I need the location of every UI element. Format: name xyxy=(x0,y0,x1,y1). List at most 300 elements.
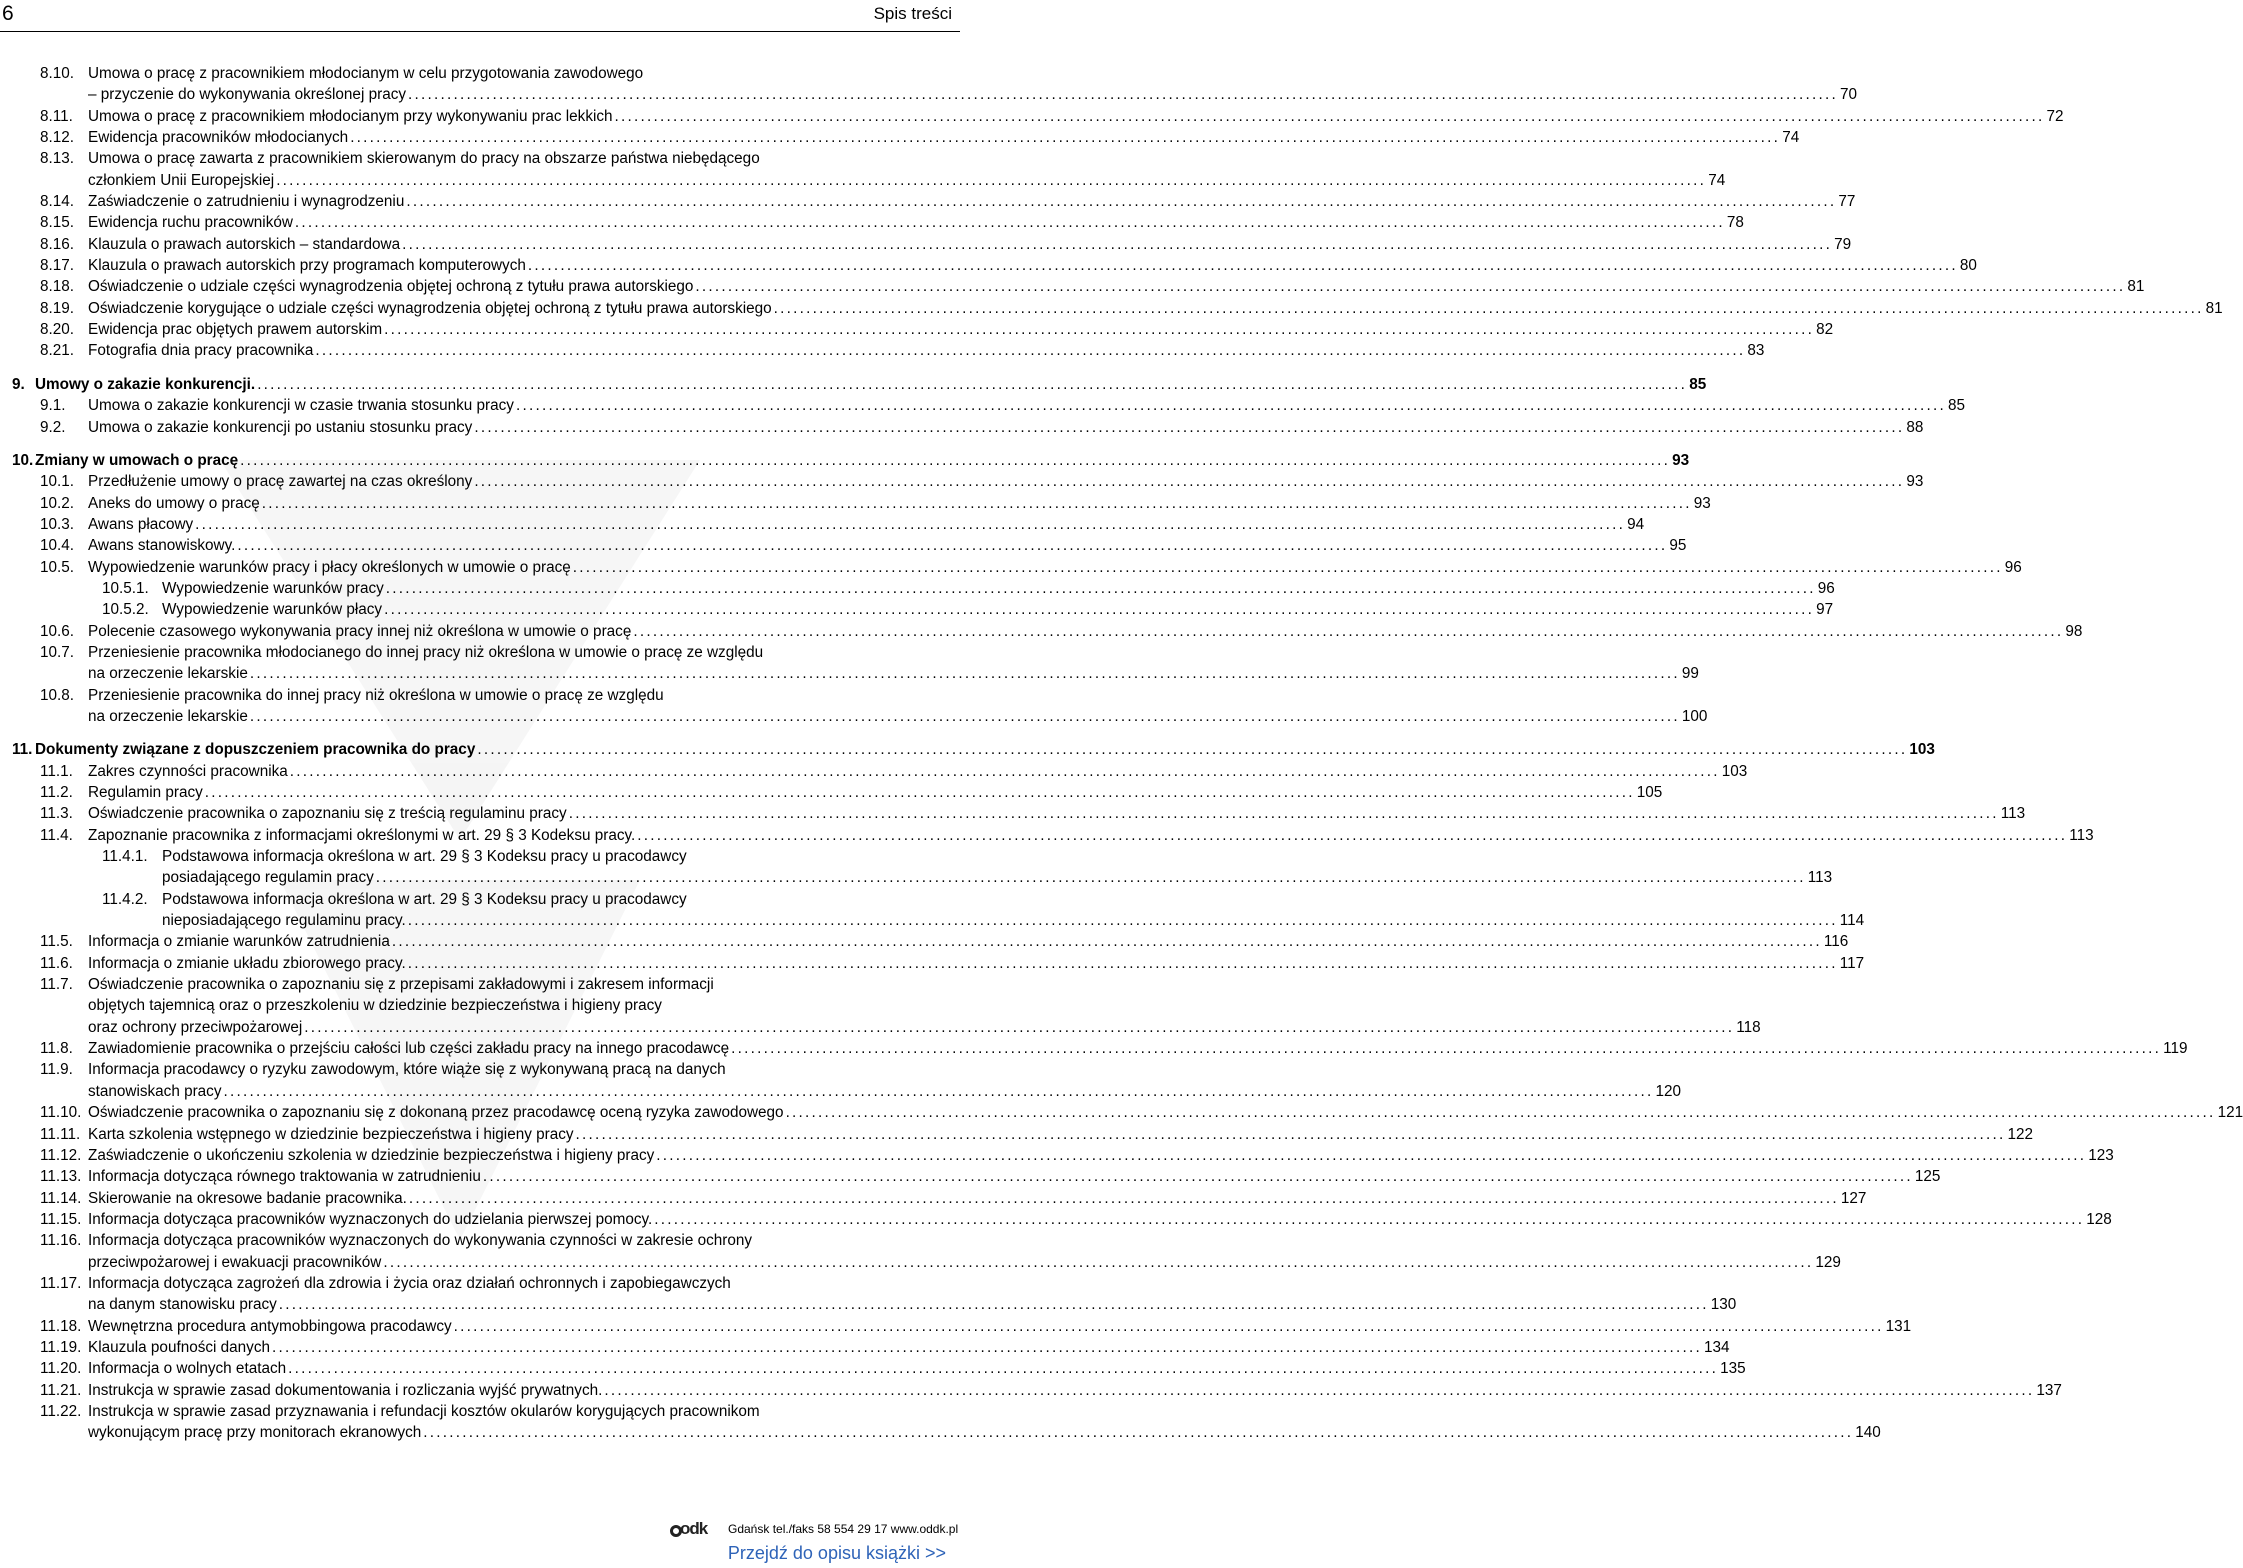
toc-title: na danym stanowisku pracy xyxy=(88,1296,277,1314)
toc-row xyxy=(0,191,1856,212)
toc-title: Oświadczenie pracownika o zapoznaniu się z treścią regulaminu pracy xyxy=(88,805,567,823)
toc-subsubsection[interactable] xyxy=(0,846,1833,889)
toc-section[interactable] xyxy=(0,1401,1881,1444)
toc-page-number: 77 xyxy=(1838,193,1856,211)
toc-title: na orzeczenie lekarskie xyxy=(88,707,248,725)
dot-leader: ............................................................................................................................................................................................................................ xyxy=(474,418,1905,436)
toc-title: – przyczenie do wykonywania określonej pracy xyxy=(88,86,406,104)
toc-section[interactable] xyxy=(0,1273,1737,1316)
toc-row xyxy=(0,706,1708,727)
toc-page-number: 131 xyxy=(1885,1317,1912,1335)
toc-title: Umowa o pracę z pracownikiem młodocianym przy wykonywaniu prac lekkich xyxy=(88,107,613,125)
toc-title: Ewidencja prac objętych prawem autorskim xyxy=(88,321,383,339)
toc-title: Aneks do umowy o pracę xyxy=(88,494,260,512)
toc-page-number: 81 xyxy=(2205,299,2223,317)
dot-leader: ............................................................................................................................................................................................................................ xyxy=(278,1296,1709,1314)
toc-section[interactable] xyxy=(0,106,2064,127)
toc-page-number: 137 xyxy=(2036,1381,2062,1399)
book-description-link[interactable]: Przejdź do opisu książki >> xyxy=(727,1543,946,1563)
dot-leader: ............................................................................................................................................................................................................................ xyxy=(731,1040,2162,1058)
dot-leader: ............................................................................................................................................................................................................................ xyxy=(288,1360,1719,1378)
dot-leader: ............................................................................................................................................................................................................................ xyxy=(407,912,1838,930)
toc-section[interactable] xyxy=(0,803,2026,824)
dot-leader: ............................................................................................................................................................................................................................ xyxy=(391,933,1822,951)
toc-page-number: 96 xyxy=(1817,579,1835,597)
toc-chapter[interactable] xyxy=(0,374,1707,395)
toc-number: 11.4.2. xyxy=(102,890,148,908)
toc-number: 11.4.1. xyxy=(102,848,148,866)
toc-number: 10.5.1. xyxy=(102,579,149,597)
toc-row xyxy=(0,1145,2114,1166)
toc-row xyxy=(0,889,960,910)
toc-title: Umowy o zakazie konkurencji. xyxy=(35,375,256,393)
toc-row xyxy=(0,1273,960,1294)
toc-row xyxy=(0,974,960,995)
toc-row xyxy=(0,931,1849,952)
dot-leader: ............................................................................................................................................................................................................................ xyxy=(195,515,1626,533)
toc-section[interactable] xyxy=(0,1124,2034,1145)
toc-page-number: 97 xyxy=(1816,601,1834,619)
toc-number: 11.1. xyxy=(40,762,73,780)
toc-number: 11.14. xyxy=(40,1189,82,1207)
dot-leader: ............................................................................................................................................................................................................................ xyxy=(527,257,1958,275)
toc-number: 11.16. xyxy=(40,1232,82,1250)
toc-title: wykonującym pracę przy monitorach ekranowych xyxy=(88,1424,422,1442)
toc-row xyxy=(0,761,1748,782)
dot-leader: ............................................................................................................................................................................................................................ xyxy=(407,954,1838,972)
toc-subsubsection[interactable] xyxy=(0,889,1865,932)
toc-number: 11.12. xyxy=(40,1146,82,1164)
toc-section[interactable] xyxy=(0,127,1800,148)
page-number: 6 xyxy=(2,2,14,25)
toc-section[interactable] xyxy=(0,557,2022,578)
dot-leader: ............................................................................................................................................................................................................................ xyxy=(402,235,1833,253)
toc-row xyxy=(0,276,2145,297)
toc-number: 10.7. xyxy=(40,643,75,661)
dot-leader: ............................................................................................................................................................................................................................ xyxy=(375,869,1806,887)
toc-section[interactable] xyxy=(0,191,1856,212)
toc-page-number: 96 xyxy=(2004,558,2022,576)
toc-number: 11. xyxy=(12,741,33,759)
toc-page-number: 78 xyxy=(1726,214,1744,232)
toc-title: Dokumenty związane z dopuszczeniem pracownika do pracy xyxy=(35,741,476,759)
dot-leader: ............................................................................................................................................................................................................................ xyxy=(773,299,2204,317)
toc-title: Umowa o zakazie konkurencji po ustaniu stosunku pracy xyxy=(88,418,473,436)
dot-leader: ............................................................................................................................................................................................................................ xyxy=(223,1082,1654,1100)
dot-leader: ............................................................................................................................................................................................................................ xyxy=(249,665,1680,683)
toc-row xyxy=(0,663,1699,684)
toc-row xyxy=(0,1294,1737,1315)
toc-row xyxy=(0,1102,2243,1123)
toc-row xyxy=(0,450,1690,471)
toc-row xyxy=(0,1059,960,1080)
toc-subsubsection[interactable] xyxy=(0,578,1835,599)
toc-row xyxy=(0,782,1663,803)
toc-title: Informacja o zmianie układu zbiorowego pracy. xyxy=(88,954,406,972)
toc-title: Zaświadczenie o zatrudnieniu i wynagrodzeniu xyxy=(88,193,405,211)
toc-number: 9.2. xyxy=(40,418,66,436)
toc-row xyxy=(0,1188,1867,1209)
dot-leader: ............................................................................................................................................................................................................................ xyxy=(408,86,1838,104)
dot-leader: ............................................................................................................................................................................................................................ xyxy=(289,762,1720,780)
toc-page-number: 116 xyxy=(1823,933,1849,951)
toc-page-number: 95 xyxy=(1669,537,1687,555)
toc-page-number: 82 xyxy=(1816,321,1834,339)
toc-title: Skierowanie na okresowe badanie pracownika. xyxy=(88,1189,407,1207)
toc-row xyxy=(0,417,1924,438)
toc-row xyxy=(0,298,2223,319)
toc-page-number: 130 xyxy=(1710,1296,1737,1314)
toc-row xyxy=(0,1124,2034,1145)
toc-row xyxy=(0,685,960,706)
toc-title: Awans stanowiskowy. xyxy=(88,537,236,555)
toc-row xyxy=(0,1401,960,1422)
toc-page-number: 117 xyxy=(1839,954,1865,972)
toc-title: Instrukcja w sprawie zasad dokumentowania i rozliczania wyjść prywatnych. xyxy=(88,1381,603,1399)
toc-title: Karta szkolenia wstępnego w dziedzinie bezpieczeństwa i higieny pracy xyxy=(88,1125,574,1143)
toc-number: 10.2. xyxy=(40,494,75,512)
toc-row xyxy=(0,212,1744,233)
toc-title: przeciwpożarowej i ewakuacji pracowników xyxy=(88,1253,382,1271)
toc-title: Informacja dotycząca zagrożeń dla zdrowia i życia oraz działań ochronnych i zapobiegawczych xyxy=(88,1274,731,1292)
toc-page-number: 93 xyxy=(1906,473,1924,491)
dot-leader: ............................................................................................................................................................................................................................ xyxy=(406,193,1837,211)
toc-number: 10.1. xyxy=(40,473,75,491)
toc-section[interactable] xyxy=(0,212,1744,233)
dot-leader: ............................................................................................................................................................................................................................ xyxy=(614,107,2045,125)
publisher-logo xyxy=(670,1519,708,1539)
dot-leader: ............................................................................................................................................................................................................................ xyxy=(477,741,1908,759)
toc-section[interactable] xyxy=(0,953,1865,974)
toc-row xyxy=(0,995,960,1016)
toc-number: 11.20. xyxy=(40,1360,82,1378)
toc-number: 11.4. xyxy=(40,826,73,844)
toc-number: 10.3. xyxy=(40,515,75,533)
toc-title: Umowa o pracę z pracownikiem młodocianym w celu przygotowania zawodowego xyxy=(88,65,644,82)
toc-section[interactable] xyxy=(0,1358,1746,1379)
section-title: Spis treści xyxy=(873,4,952,23)
toc-number: 9. xyxy=(12,375,25,393)
dot-leader: ............................................................................................................................................................................................................................ xyxy=(654,1210,2085,1228)
toc-number: 8.18. xyxy=(40,278,75,296)
toc-number: 8.14. xyxy=(40,193,75,211)
toc-number: 11.3. xyxy=(40,805,73,823)
dot-leader: ............................................................................................................................................................................................................................ xyxy=(785,1104,2216,1122)
toc-title: Klauzula o prawach autorskich przy programach komputerowych xyxy=(88,257,526,275)
toc-section[interactable] xyxy=(0,1188,1867,1209)
toc-title: Zmiany w umowach o pracę xyxy=(35,451,239,469)
toc-row xyxy=(0,642,960,663)
dot-leader: ............................................................................................................................................................................................................................ xyxy=(384,321,1815,339)
toc-page-number: 113 xyxy=(1807,869,1833,887)
toc-section[interactable] xyxy=(0,1230,1841,1273)
toc-title: Fotografia dnia pracy pracownika xyxy=(88,342,314,360)
toc-row xyxy=(0,148,960,169)
toc-title: posiadającego regulamin pracy xyxy=(162,869,374,887)
toc-page-number: 85 xyxy=(1947,397,1965,415)
toc-row xyxy=(0,1358,1746,1379)
toc-section[interactable] xyxy=(0,514,1645,535)
toc-section[interactable] xyxy=(0,782,1663,803)
toc-title: Instrukcja w sprawie zasad przyznawania i refundacji kosztów okularów korygujących pracownikom xyxy=(88,1402,760,1420)
toc-row xyxy=(0,1380,2062,1401)
toc-title: Ewidencja pracowników młodocianych xyxy=(88,129,349,147)
toc-section[interactable] xyxy=(0,63,1858,106)
toc-page-number: 79 xyxy=(1834,235,1852,253)
toc-section[interactable] xyxy=(0,340,1765,361)
dot-leader: ............................................................................................................................................................................................................................ xyxy=(637,826,2068,844)
toc-row xyxy=(0,1017,1761,1038)
toc-page-number: 85 xyxy=(1689,375,1707,393)
toc-title: Wypowiedzenie warunków płacy xyxy=(162,601,383,619)
toc-page-number: 123 xyxy=(2088,1146,2114,1164)
toc-section[interactable] xyxy=(0,761,1748,782)
toc-page-number: 103 xyxy=(1721,762,1748,780)
toc-row xyxy=(0,340,1765,361)
dot-leader: ............................................................................................................................................................................................................................ xyxy=(604,1381,2035,1399)
dot-leader: ............................................................................................................................................................................................................................ xyxy=(261,494,1692,512)
toc-page-number: 113 xyxy=(2069,826,2094,844)
toc-number: 11.22. xyxy=(40,1402,82,1420)
toc-row xyxy=(0,621,2083,642)
toc-number: 11.9. xyxy=(40,1061,73,1079)
toc-title: Informacja o zmianie warunków zatrudnienia xyxy=(88,933,390,951)
toc-section[interactable] xyxy=(0,1038,2188,1059)
toc-section[interactable] xyxy=(0,535,1687,556)
toc-row xyxy=(0,910,1865,931)
toc-number: 11.2. xyxy=(40,784,73,801)
toc-page-number: 134 xyxy=(1704,1338,1730,1356)
toc-subsubsection[interactable] xyxy=(0,599,1834,620)
toc-title: Oświadczenie korygujące o udziale części wynagrodzenia objętej ochroną z tytułu prawa autorskiego xyxy=(88,299,772,317)
toc-page-number: 94 xyxy=(1627,515,1645,533)
toc-section[interactable] xyxy=(0,148,1726,191)
toc-page-number: 128 xyxy=(2086,1210,2112,1228)
toc-row xyxy=(0,1252,1841,1273)
toc-page-number: 125 xyxy=(1914,1168,1941,1186)
toc-row xyxy=(0,953,1865,974)
toc-section[interactable] xyxy=(0,1380,2062,1401)
toc-number: 11.7. xyxy=(40,976,73,994)
toc-title: stanowiskach pracy xyxy=(88,1082,222,1100)
toc-row xyxy=(0,846,960,867)
dot-leader: ............................................................................................................................................................................................................................ xyxy=(572,558,2003,576)
toc-section[interactable] xyxy=(0,1102,2243,1123)
dot-leader: ............................................................................................................................................................................................................................ xyxy=(423,1424,1854,1442)
toc-row xyxy=(0,1422,1881,1443)
dot-leader: ............................................................................................................................................................................................................................ xyxy=(276,171,1707,189)
toc-page-number: 99 xyxy=(1681,665,1699,683)
dot-leader: ............................................................................................................................................................................................................................ xyxy=(695,278,2126,296)
toc-row xyxy=(0,599,1834,620)
toc-page-number: 74 xyxy=(1782,129,1800,147)
toc-title: Informacja dotycząca pracowników wyznaczonych do udzielania pierwszej pomocy. xyxy=(88,1210,653,1228)
toc-number: 10.6. xyxy=(40,622,75,640)
toc-row xyxy=(0,867,1833,888)
toc-section[interactable] xyxy=(0,493,1711,514)
toc-number: 11.10. xyxy=(40,1104,82,1122)
toc-page-number: 72 xyxy=(2046,107,2064,125)
dot-leader: ............................................................................................................................................................................................................................ xyxy=(272,1338,1702,1356)
toc-title: Informacja pracodawcy o ryzyku zawodowym, które wiąże się z wykonywaną pracą na danych xyxy=(88,1061,726,1079)
dot-leader: ............................................................................................................................................................................................................................ xyxy=(350,129,1781,147)
toc-number: 10.5.2. xyxy=(102,601,149,619)
toc-page-number: 135 xyxy=(1720,1360,1746,1378)
toc-row xyxy=(0,471,1924,492)
toc-page-number: 119 xyxy=(2163,1040,2188,1058)
toc-title: członkiem Unii Europejskiej xyxy=(88,171,275,189)
toc-page-number: 88 xyxy=(1906,418,1924,436)
toc-row xyxy=(0,106,2064,127)
toc-number: 10.5. xyxy=(40,558,75,576)
toc-section[interactable] xyxy=(0,825,2094,846)
toc-number: 8.17. xyxy=(40,257,75,275)
toc-title: Podstawowa informacja określona w art. 29 § 3 Kodeksu pracy u pracodawcy xyxy=(162,848,687,866)
dot-leader: ............................................................................................................................................................................................................................ xyxy=(633,622,2064,640)
toc-chapter[interactable] xyxy=(0,739,1935,760)
toc-title: Oświadczenie pracownika o zapoznaniu się z dokonaną przez pracodawcę oceną ryzyka zawodowego xyxy=(88,1104,784,1122)
toc-title: Oświadczenie o udziale części wynagrodzenia objętej ochroną z tytułu prawa autorskiego xyxy=(88,278,694,296)
toc-number: 11.21. xyxy=(40,1381,82,1399)
toc-title: Polecenie czasowego wykonywania pracy innej niż określona w umowie o pracę xyxy=(88,622,632,640)
toc-section[interactable] xyxy=(0,471,1924,492)
toc-row xyxy=(0,127,1800,148)
toc-page-number: 81 xyxy=(2127,278,2145,296)
toc-number: 10. xyxy=(12,451,34,469)
toc-section[interactable] xyxy=(0,234,1852,255)
toc-page-number: 118 xyxy=(1736,1018,1761,1036)
toc-title: Zakres czynności pracownika xyxy=(88,762,288,780)
toc-page-number: 120 xyxy=(1655,1082,1682,1100)
toc-section[interactable] xyxy=(0,395,1965,416)
dot-leader: ............................................................................................................................................................................................................................ xyxy=(453,1317,1884,1335)
toc-row xyxy=(0,1230,960,1251)
dot-leader: ............................................................................................................................................................................................................................ xyxy=(474,473,1905,491)
toc-row xyxy=(0,514,1645,535)
toc-row xyxy=(0,319,1834,340)
toc-section[interactable] xyxy=(0,1337,1730,1358)
toc-row xyxy=(0,803,2026,824)
toc-number: 11.19. xyxy=(40,1338,82,1356)
toc-row xyxy=(0,255,1977,276)
toc-title: Zapoznanie pracownika z informacjami określonymi w art. 29 § 3 Kodeksu pracy. xyxy=(88,826,636,844)
toc-number: 8.16. xyxy=(40,235,75,253)
toc-title: na orzeczenie lekarskie xyxy=(88,665,248,683)
toc-section[interactable] xyxy=(0,642,1699,685)
toc-number: 11.18. xyxy=(40,1317,82,1335)
toc-section[interactable] xyxy=(0,1145,2114,1166)
toc-page-number: 93 xyxy=(1693,494,1711,512)
toc-section[interactable] xyxy=(0,319,1834,340)
toc-title: Ewidencja ruchu pracowników xyxy=(88,214,293,232)
toc-page-number: 74 xyxy=(1708,171,1726,189)
dot-leader: ............................................................................................................................................................................................................................ xyxy=(568,805,1999,823)
toc-number: 8.15. xyxy=(40,214,75,232)
toc-title: nieposiadającego regulaminu pracy. xyxy=(162,912,406,930)
toc-title: Wypowiedzenie warunków pracy xyxy=(162,579,384,597)
toc-number: 8.21. xyxy=(40,342,75,360)
toc-section[interactable] xyxy=(0,276,2145,297)
dot-leader: ............................................................................................................................................................................................................................ xyxy=(482,1168,1913,1186)
toc-number: 8.12. xyxy=(40,129,75,147)
dot-leader: ............................................................................................................................................................................................................................ xyxy=(515,397,1946,415)
toc-title: objętych tajemnicą oraz o przeszkoleniu w dziedzinie bezpieczeństwa i higieny pracy xyxy=(88,997,662,1015)
toc-row xyxy=(0,170,1726,191)
toc-chapter[interactable] xyxy=(0,450,1690,471)
toc-title: Podstawowa informacja określona w art. 29 § 3 Kodeksu pracy u pracodawcy xyxy=(162,890,687,908)
toc-section[interactable] xyxy=(0,931,1849,952)
toc-page-number: 114 xyxy=(1839,912,1865,930)
toc-section[interactable] xyxy=(0,621,2083,642)
toc-number: 8.20. xyxy=(40,321,75,339)
dot-leader: ............................................................................................................................................................................................................................ xyxy=(249,707,1680,725)
toc-page-number: 129 xyxy=(1815,1253,1841,1271)
toc-section[interactable] xyxy=(0,417,1924,438)
toc-row xyxy=(0,84,1858,105)
header-rule xyxy=(0,31,960,32)
toc-title: Awans płacowy xyxy=(88,515,194,533)
dot-leader: ............................................................................................................................................................................................................................ xyxy=(656,1146,2087,1164)
toc-page-number: 70 xyxy=(1840,86,1858,104)
toc-row xyxy=(0,739,1935,760)
toc-title: Zaświadczenie o ukończeniu szkolenia w dziedzinie bezpieczeństwa i higieny pracy xyxy=(88,1146,655,1164)
toc-page-number: 103 xyxy=(1909,741,1935,759)
toc-section[interactable] xyxy=(0,298,2223,319)
toc-title: Przeniesienie pracownika młodocianego do innej pracy niż określona w umowie o pracę ze względu xyxy=(88,643,764,661)
toc-page-number: 98 xyxy=(2065,622,2083,640)
toc-number: 8.10. xyxy=(40,65,75,82)
toc-title: Wewnętrzna procedura antymobbingowa pracodawcy xyxy=(88,1317,452,1335)
toc-section[interactable] xyxy=(0,1059,1682,1102)
toc-title: oraz ochrony przeciwpożarowej xyxy=(88,1018,303,1036)
toc-row xyxy=(0,395,1965,416)
dot-leader: ............................................................................................................................................................................................................................ xyxy=(294,214,1725,232)
dot-leader: ............................................................................................................................................................................................................................ xyxy=(237,537,1668,555)
toc-number: 11.13. xyxy=(40,1168,82,1186)
toc-row xyxy=(0,1166,1941,1187)
toc-section[interactable] xyxy=(0,974,1761,1038)
toc-page-number: 105 xyxy=(1636,784,1663,801)
toc-title: Zawiadomienie pracownika o przejściu całości lub części zakładu pracy na innego pracodawcę xyxy=(88,1040,730,1058)
toc-page-number: 83 xyxy=(1747,342,1765,360)
toc-number: 8.19. xyxy=(40,299,75,317)
toc-page-number: 122 xyxy=(2007,1125,2034,1143)
toc-page-number: 127 xyxy=(1840,1189,1867,1207)
toc-title: Wypowiedzenie warunków pracy i płacy określonych w umowie o pracę xyxy=(88,558,571,576)
toc-title: Umowa o zakazie konkurencji w czasie trwania stosunku pracy xyxy=(88,397,514,415)
toc-section[interactable] xyxy=(0,1166,1941,1187)
dot-leader: ............................................................................................................................................................................................................................ xyxy=(383,1253,1814,1271)
table-of-contents xyxy=(0,63,2243,1444)
toc-page-number: 93 xyxy=(1672,451,1690,469)
toc-page-number: 121 xyxy=(2217,1104,2243,1122)
toc-number: 9.1. xyxy=(40,397,66,415)
toc-title: Klauzula poufności danych xyxy=(88,1338,270,1356)
toc-row xyxy=(0,1316,1912,1337)
toc-section[interactable] xyxy=(0,685,1708,728)
toc-title: Informacja o wolnych etatach xyxy=(88,1360,287,1378)
toc-number: 10.8. xyxy=(40,686,75,704)
toc-section[interactable] xyxy=(0,1209,2112,1230)
toc-section[interactable] xyxy=(0,255,1977,276)
toc-section[interactable] xyxy=(0,1316,1912,1337)
toc-row xyxy=(0,557,2022,578)
toc-title: Regulamin pracy xyxy=(88,784,203,801)
toc-page-number: 140 xyxy=(1855,1424,1881,1442)
toc-title: Przeniesienie pracownika do innej pracy niż określona w umowie o pracę ze względu xyxy=(88,686,664,704)
toc-number: 8.13. xyxy=(40,150,75,168)
dot-leader: ............................................................................................................................................................................................................................ xyxy=(575,1125,2006,1143)
